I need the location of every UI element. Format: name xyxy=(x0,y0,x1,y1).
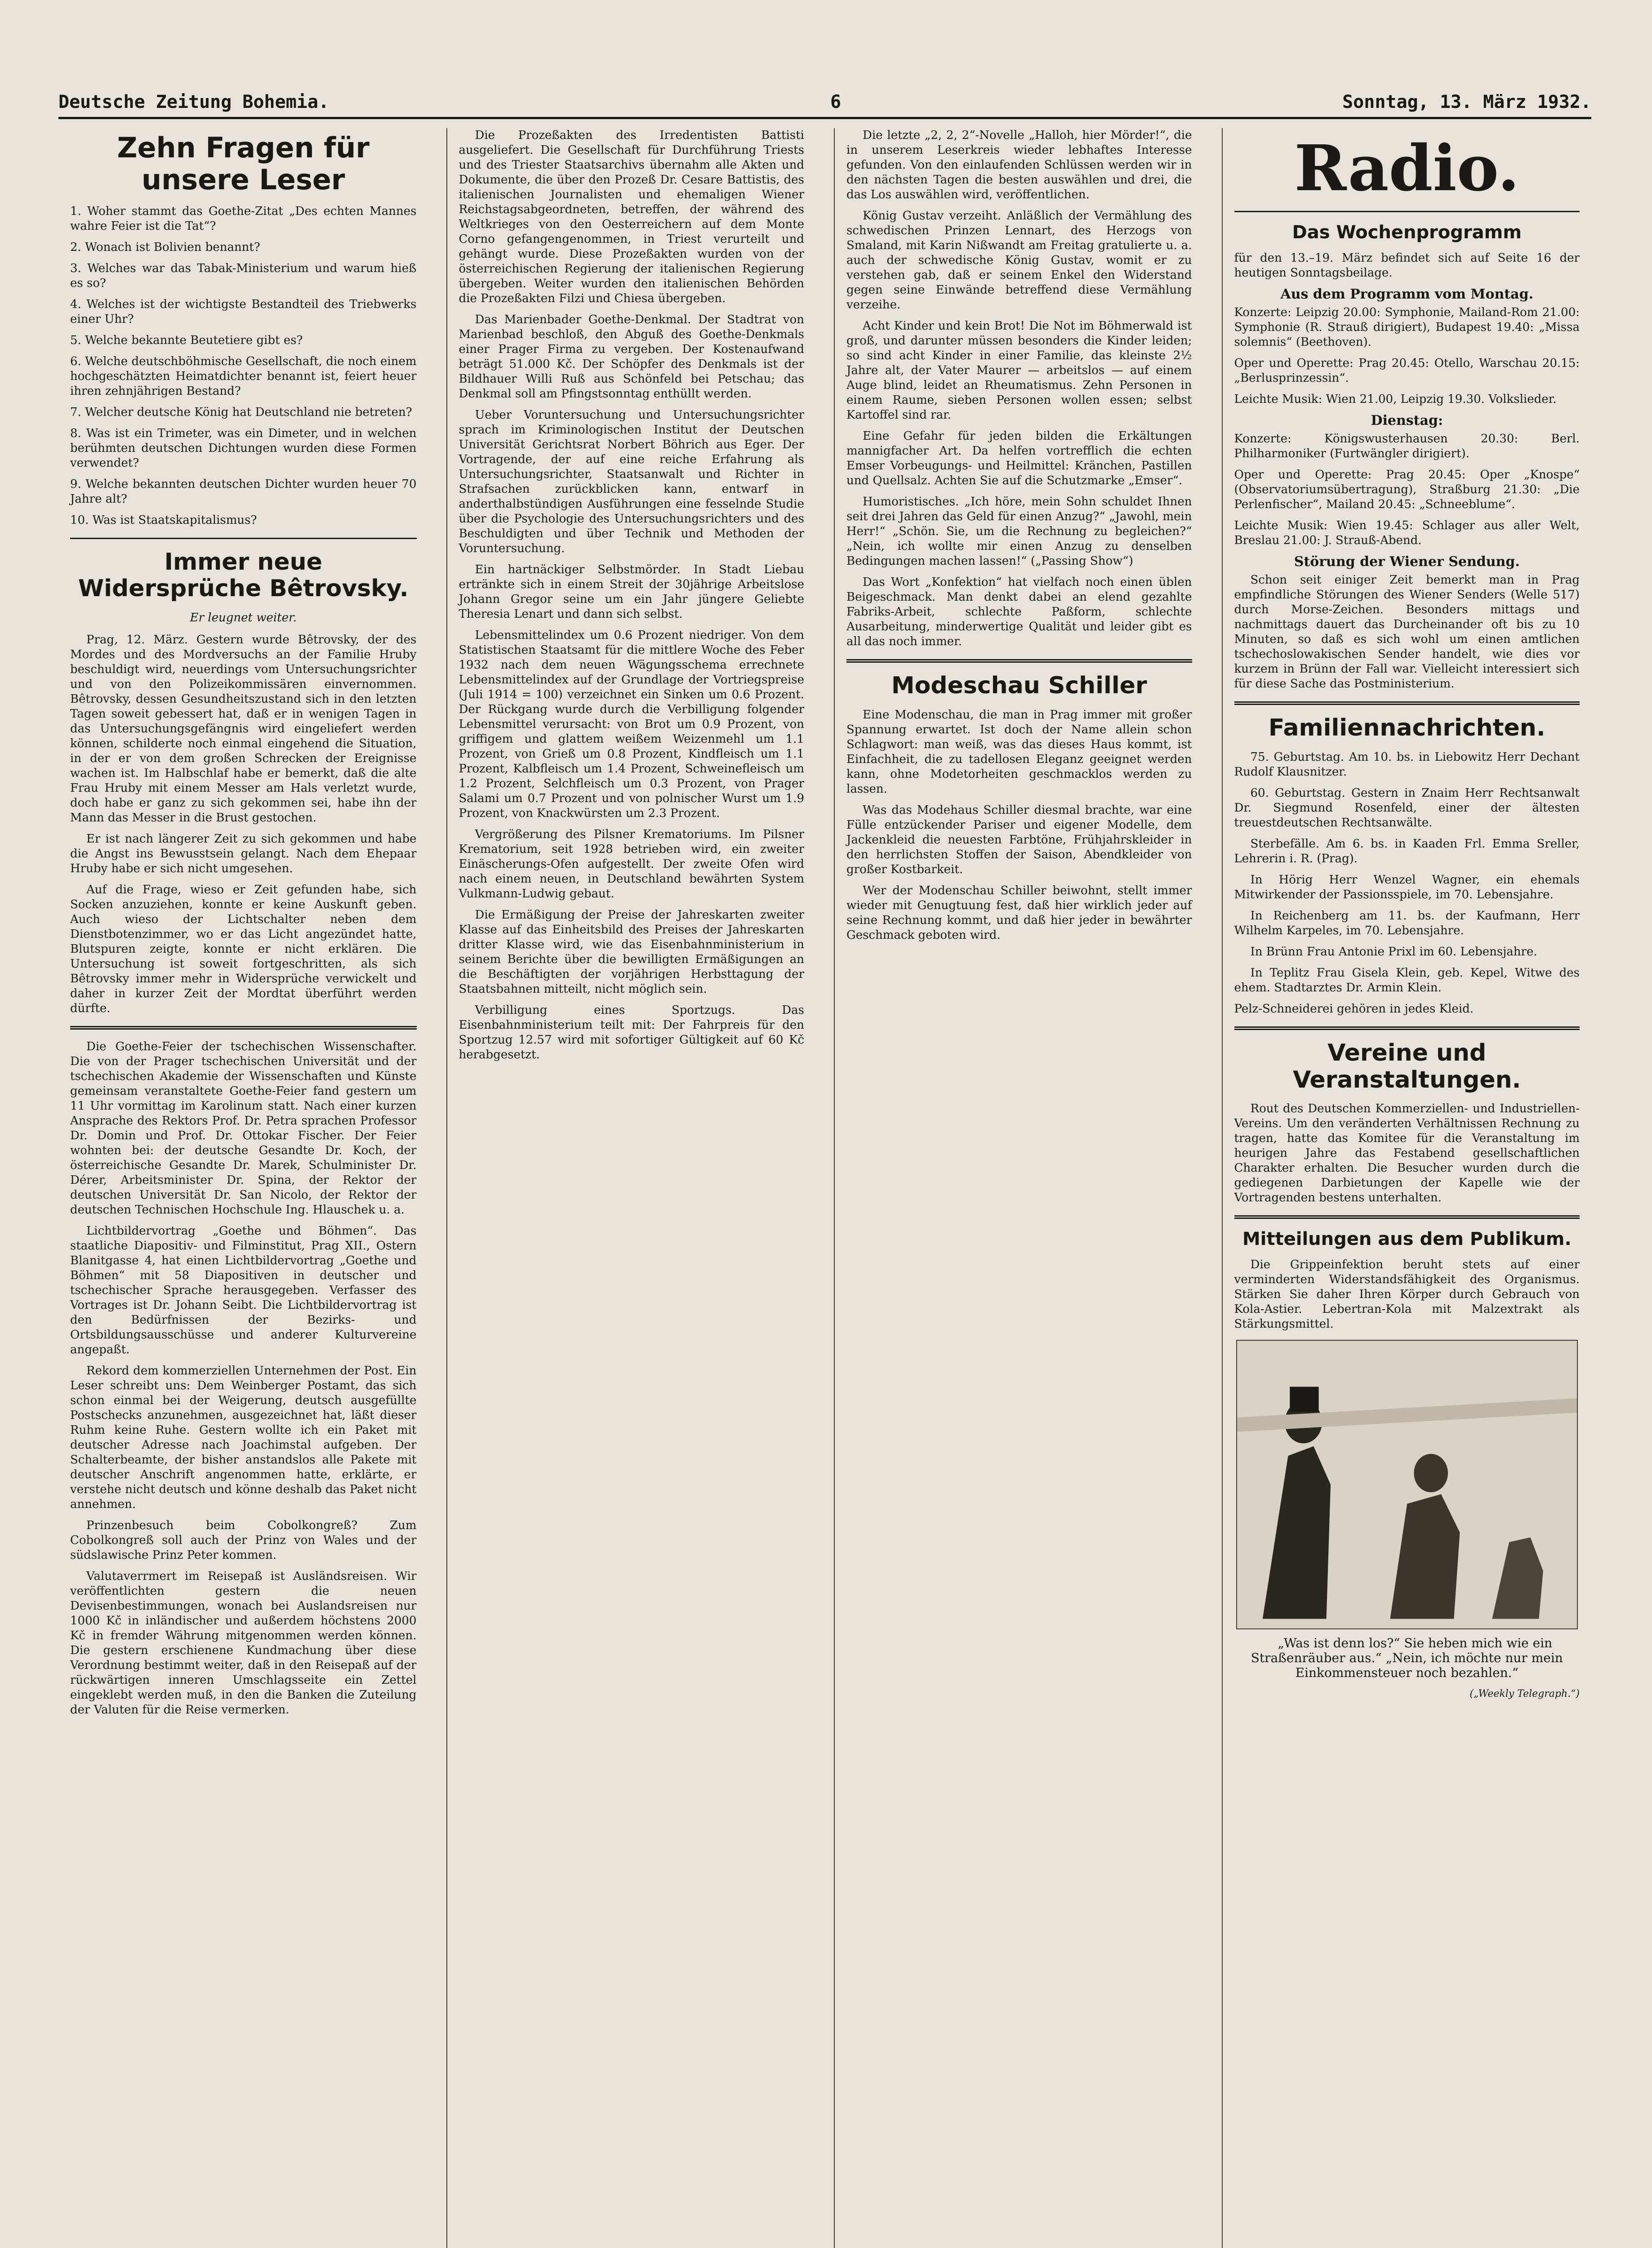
quiz-question-4: 4. Welches ist der wichtigste Bestandteil des Triebwerks einer Uhr? xyxy=(70,297,417,326)
program-item: Leichte Musik: Wien 21.00, Leipzig 19.30. Volkslieder. xyxy=(1234,393,1557,406)
divider xyxy=(846,659,1192,663)
divider xyxy=(1234,1026,1580,1030)
events-text: Rout des Deutschen Kommerziellen- und Industriellen-Vereins. Um den veränderten Verhältnissen Rechnung zu tragen, hatte das Komitee für die Veranstaltung im heurigen Jahre das Festabend gesellschaftlichen Charakter erhalten. Die Besucher wurden durch die gediegenen Darbietungen der Kapelle wie der Vortragenden bestens unterhalten. xyxy=(1234,1102,1580,1205)
quiz-question-8: 8. Was ist ein Trimeter, was ein Dimeter, und in welchen berühmten deutschen Dichtungen wurden diese Formen verwendet? xyxy=(70,426,417,470)
divider xyxy=(1234,1215,1580,1219)
cartoon-drawing xyxy=(1237,1341,1577,1628)
family-item: In Brünn Frau Antonie Prixl im 60. Lebensjahre. xyxy=(1250,945,1537,959)
cartoon-illustration xyxy=(1236,1340,1578,1629)
article-headline: Immer neue Widersprüche Bêtrovsky. xyxy=(78,548,409,602)
news-item: Das Wort „Konfektion“ hat vielfach noch einen üblen Beigeschmack. Man denkt dabei an elend gezahlte Fabriks-Arbeit, schlechte Paßform, schlechte Ausarbeitung, minderwertige Qualität und leider gibt es all das noch immer. xyxy=(846,575,1192,648)
newspaper-name: Deutsche Zeitung Bohemia. xyxy=(58,92,330,112)
news-item: Die Ermäßigung der Preise der Jahreskarten zweiter Klasse auf das Einheitsbild des Preises der Jahreskarten dritter Klasse wird, wie das Eisenbahnministerium in seinem Berichte über die bewilligten Ermäßigungen an die Beschäftigten der vorjährigen Herbsttagung der Staatsbahnen mitteilt, nicht möglich sein. xyxy=(459,908,804,996)
family-ad: Pelz-Schneiderei gehören in jedes Kleid. xyxy=(1234,1002,1474,1016)
news-item: König Gustav verzeiht. Anläßlich der Vermählung des schwedischen Prinzen Lennart, des Herzogs von Smaland, mit Karin Nißwandt am Freitag gratulierte u. a. auch der schwedische König Gustav, womit er zu verstehen gab, daß er seinem Enkel den Widerstand gegen seine Einwände betreffend diese Vermählung verzeihe. xyxy=(846,209,1192,312)
news-item: Vergrößerung des Pilsner Krematoriums. Im Pilsner Krematorium, seit 1928 betrieben wird, ein zweiter Einäscherungs-Ofen aufgestellt. Der zweite Ofen wird nach einem neuen, in Deutschland bewährten System Vulkmann-Ludwig gebaut. xyxy=(459,828,804,901)
news-item: Das Marienbader Goethe-Denkmal. Der Stadtrat von Marienbad beschloß, den Abguß des Goethe-Denkmals einer Prager Firma zu vergeben. Der Kostenaufwand beträgt 51.000 Kč. Der Schöpfer des Denkmals ist der Bildhauer Willi Ruß aus Schönfeld bei Petschau; das Denkmal soll am Pfingstsonntag enthüllt werden. xyxy=(459,313,804,401)
news-item: Lebensmittelindex um 0.6 Prozent niedriger. Von dem Statistischen Staatsamt für die mittlere Woche des Feber 1932 nach dem neuen Wägungsschema errechnete Lebensmittelindex auf der Grundlage der Vortriegspreise (Juli 1914 = 100) verzeichnet ein Sinken um 0.6 Prozent. Der Rückgang wurde durch die Verbilligung folgender Lebensmittel verursacht: von Brot um 0.9 Prozent, von griffigem und glattem weißem Weizenmehl um 1.1 Prozent, von Grieß um 0.8 Prozent, Kindfleisch um 1.1 Prozent, Kalbfleisch um 1.4 Prozent, Schweinefleisch um 1.2 Prozent, Selchfleisch um 0.3 Prozent, von Prager Salami um 0.7 Prozent und von polnischer Wurst um 1.9 Prozent, von Knackwürsten um 2.3 Prozent. xyxy=(459,629,804,820)
column-4 xyxy=(1222,128,1592,2248)
divider xyxy=(70,538,417,539)
divider xyxy=(70,1026,417,1030)
quiz-headline: Zehn Fragen für unsere Leser xyxy=(117,131,370,196)
disturbance-heading: Störung der Wiener Sendung. xyxy=(1294,554,1520,570)
article-paragraph: Wer der Modenschau Schiller beiwohnt, stellt immer wieder mit Genugtuung fest, daß hier wirklich jeder auf seine Rechnung kommt, und daß hier jeder in bewährter Geschmack geboten wird. xyxy=(846,883,1192,942)
family-item: In Hörig Herr Wenzel Wagner, ein ehemals Mitwirkender der Passionsspiele, im 70. Lebensjahre. xyxy=(1234,873,1580,901)
weekly-program-heading: Das Wochenprogramm xyxy=(1292,222,1522,243)
news-item: Eine Gefahr für jeden bilden die Erkältungen mannigfacher Art. Da helfen vortrefflich die echten Emser Vorbeugungs- und Heilmittel: Kränchen, Pastillen und Quellsalz. Achten Sie auf die Schutzmarke „Emser“. xyxy=(846,429,1192,487)
news-item: Ueber Voruntersuchung und Untersuchungsrichter sprach im Kriminologischen Institut der Deutschen Universität Gerichtsrat Norbert Böhrich aus Eger. Der Vortragende, der auf eine reiche Erfahrung als Untersuchungsrichter, Staatsanwalt und Richter in Strafsachen zurückblicken kann, entwarf in anderthalbstündigen Ausführungen eine fesselnde Studie über die Psychologie des Untersuchungsrichters und des Beschuldigten und über Technik und Methoden der Voruntersuchung. xyxy=(459,408,804,555)
tuesday-heading: Dienstag: xyxy=(1371,413,1443,428)
news-item: Lichtbildervortrag „Goethe und Böhmen“. Das staatliche Diapositiv- und Filminstitut, Prag XII., Ostern Blanitgasse 4, hat einen Lichtbildervortrag „Goethe und Böhmen“ mit 58 Diapositiven in deutscher und tschechischer Sprache herausgegeben. Verfasser des Vortrages ist Dr. Johann Seibt. Die Lichtbildervortrag ist den Bedürfnissen der Bezirks- und Ortsbildungsausschüsse und anderer Kulturvereine angepaßt. xyxy=(70,1224,417,1357)
family-item: 75. Geburtstag. Am 10. bs. in Liebowitz Herr Dechant Rudolf Klausnitzer. xyxy=(1234,750,1580,779)
monday-heading: Aus dem Programm vom Montag. xyxy=(1280,286,1534,302)
newspaper-page xyxy=(58,128,1591,2248)
column-3 xyxy=(834,128,1204,2248)
program-item: Konzerte: Königswusterhausen 20.30: Berl. Philharmoniker (Furtwängler dirigiert). xyxy=(1234,432,1580,460)
news-item: Valutaverrmert im Reisepaß ist Ausländsreisen. Wir veröffentlichten gestern die neuen Devisenbestimmungen, wonach bei Auslandsreisen nur 1000 Kč in inländischer und außerdem höchstens 2000 Kč in fremder Währung mitgenommen werden können. Die gestern erschienene Kundmachung über diese Verordnung bestimmt weiter, daß in den Reisepaß auf der rückwärtigen inneren Umschlagsseite ein Zettel eingeklebt werden muß, in den die Banken die Zuteilung der Valuten für die Reise vermerken. xyxy=(70,1570,417,1717)
news-item: Die letzte „2, 2, 2“-Novelle „Halloh, hier Mörder!“, die in unserem Leserkreis wieder lebhaftes Interesse gefunden. Von den einlaufenden Schlüssen werden wir in den nächsten Tagen die besten auswählen und drei, die das Los auswählen wird, veröffentlichen. xyxy=(846,129,1192,201)
quiz-question-9: 9. Welche bekannten deutschen Dichter wurden heuer 70 Jahre alt? xyxy=(70,477,417,506)
public-notice-text: Die Grippeinfektion beruht stets auf einer verminderten Widerstandsfähigkeit des Organismus. Stärken Sie daher Ihren Körper durch Gebrauch von Kola-Astier. Lebertran-Kola mit Malzextrakt als Stärkungsmittel. xyxy=(1234,1258,1580,1331)
family-item: 60. Geburtstag. Gestern in Znaim Herr Rechtsanwalt Dr. Siegmund Rosenfeld, einer der ältesten treuestdeutschen Rechtsanwälte. xyxy=(1234,786,1580,830)
divider xyxy=(1234,701,1580,705)
program-item: Oper und Operette: Prag 20.45: Oper „Knospe“ (Observatoriumsübertragung), Straßburg 21.30: „Die Perlenfischer“, Mailand 20.45: „Schneeblume“. xyxy=(1234,468,1580,511)
article-paragraph: Er ist nach längerer Zeit zu sich gekommen und habe die Angst ins Bewusstsein gelangt. Nach dem Ehepaar Hruby habe er sich nicht umgesehen. xyxy=(70,832,417,876)
cartoon-caption: „Was ist denn los?“ Sie heben mich wie ein Straßenräuber aus.“ „Nein, ich möchte nur mein Einkommensteuer noch bezahlen.“ xyxy=(1251,1636,1563,1681)
page-number: 6 xyxy=(830,92,842,112)
news-item: Humoristisches. „Ich höre, mein Sohn schuldet Ihnen seit drei Jahren das Geld für einen Anzug?“ „Jawohl, mein Herr!“ „Schön. Sie, um die Rechnung zu begleichen?“ „Nein, ich wollte mir einen Anzug zu denselben Bedingungen machen lassen!“ („Passing Show“) xyxy=(846,495,1192,568)
issue-date: Sonntag, 13. März 1932. xyxy=(1342,92,1591,112)
quiz-question-2: 2. Wonach ist Bolivien benannt? xyxy=(70,240,260,254)
news-item: Die Prozeßakten des Irredentisten Battisti ausgeliefert. Die Gesellschaft für Durchführung Triests und des Triester Staatsarchivs übernahm alle Akten und Dokumente, die über den Prozeß Dr. Cesare Battistis, des italienischen Journalisten und ehemaligen Wiener Reichstagsabgeordneten, betreffen, der während des Weltkrieges von den Oesterreichern auf dem Monte Corno gefangengenommen, in Triest verurteilt und gehängt wurde. Diese Prozeßakten wurden von der österreichischen Regierung der italienischen Regierung übergeben. Weiter wurden den italienischen Behörden die Prozeßakten Filzi und Chiesa übergeben. xyxy=(459,129,804,305)
quiz-question-3: 3. Welches war das Tabak-Ministerium und warum hieß es so? xyxy=(70,261,417,290)
fashion-headline: Modeschau Schiller xyxy=(891,672,1147,699)
radio-headline: Radio. xyxy=(1294,132,1520,205)
news-item: Die Goethe-Feier der tschechischen Wissenschafter. Die von der Prager tschechischen Universität und der tschechischen Akademie der Wissenschaften und Künste gemeinsam veranstaltete Goethe-Feier fand gestern um 11 Uhr vormittag im Karolinum statt. Nach einer kurzen Ansprache des Rektors Prof. Dr. Petra sprachen Professor Dr. Domin und Prof. Dr. Ottokar Fischer. Der Feier wohnten bei: der deutsche Gesandte Dr. Koch, der österreichische Gesandte Dr. Marek, Schulminister Dr. Dérer, Arbeitsminister Dr. Spina, der Rektor der deutschen Universität Dr. San Nicolo, der Rektor der deutschen Technischen Hochschule Ing. Hlauschek u. a. xyxy=(70,1040,417,1217)
article-paragraph: Was das Modehaus Schiller diesmal brachte, war eine Fülle entzückender Pariser und eigener Modelle, dem Jackenkleid die neuesten Farbtöne, Frühjahrskleider in den herrlichsten Stoffen der Saison, Abendkleider von großer Kostbarkeit. xyxy=(846,803,1192,876)
article-paragraph: Eine Modenschau, die man in Prag immer mit großer Spannung erwartet. Ist doch der Name allein schon Schlagwort: man weiß, was das dieses Haus kommt, ist Einfachheit, die zu tadellosen Eleganz geeignet werden kann, ohne Modetorheiten geschmacklos werden zu lassen. xyxy=(846,708,1192,796)
family-item: In Reichenberg am 11. bs. der Kaufmann, Herr Wilhelm Karpeles, im 70. Lebensjahre. xyxy=(1234,909,1580,937)
article-paragraph: Auf die Frage, wieso er Zeit gefunden habe, sich Socken anzuziehen, konnte er keine Auskunft geben. Auch wieso der Lichtschalter neben dem Dienstbotenzimmer, wo er das Licht angezündet hatte, Blutspuren zeigte, konnte er nicht erklären. Die Untersuchung ist soweit fortgeschritten, als sich Bêtrovsky immer mehr in Widersprüche verwickelt und daher in kurzer Zeit der Mordtat überführt werden dürfte. xyxy=(70,883,417,1016)
quiz-question-6: 6. Welche deutschböhmische Gesellschaft, die noch einem hochgeschätzten Heimatdichter benannt ist, feiert heuer ihren zehnjährigen Bestand? xyxy=(70,354,417,398)
column-1 xyxy=(58,128,428,2248)
public-notices-headline: Mitteilungen aus dem Publikum. xyxy=(1242,1229,1572,1250)
family-item: Sterbefälle. Am 6. bs. in Kaaden Frl. Emma Sreller, Lehrerin i. R. (Prag). xyxy=(1234,837,1580,865)
family-news-headline: Familiennachrichten. xyxy=(1268,714,1545,741)
quiz-question-10: 10. Was ist Staatskapitalismus? xyxy=(70,513,257,527)
column-2 xyxy=(446,128,816,2248)
quiz-question-5: 5. Welche bekannte Beutetiere gibt es? xyxy=(70,333,303,347)
disturbance-text: Schon seit einiger Zeit bemerkt man in Prag empfindliche Störungen des Wiener Senders (Welle 517) durch Morse-Zeichen. Besonders mittags und nachmittags dauert das Durcheinander oft bis zu 10 Minuten, so daß es sich wohl um einen amtlichen tschechoslowakischen Sender handelt, wie dies vor kurzem in Brünn der Fall war. Vielleicht interessiert sich für diese Sache das Postministerium. xyxy=(1234,573,1580,691)
news-item: Ein hartnäckiger Selbstmörder. In Stadt Liebau ertränkte sich in einem Streit der 30jährige Arbeitslose Johann Gregor seine um ein Jahr jüngere Geliebte Theresia Lenart und dann sich selbst. xyxy=(459,563,804,621)
page-header xyxy=(58,81,1591,119)
program-item: Konzerte: Leipzig 20.00: Symphonie, Mailand-Rom 21.00: Symphonie (R. Strauß dirigiert), Budapest 19.40: „Missa solemnis“ (Beethoven). xyxy=(1234,306,1580,349)
cartoon-credit: („Weekly Telegraph.“) xyxy=(1469,1688,1580,1700)
family-item: In Teplitz Frau Gisela Klein, geb. Kepel, Witwe des ehem. Stadtarztes Dr. Armin Klein. xyxy=(1234,966,1580,995)
article-subheadline: Er leugnet weiter. xyxy=(190,611,297,625)
divider xyxy=(1234,211,1580,212)
program-item: Leichte Musik: Wien 19.45: Schlager aus aller Welt, Breslau 21.00: J. Strauß-Abend. xyxy=(1234,519,1580,547)
events-headline: Vereine und Veranstaltungen. xyxy=(1293,1039,1521,1093)
program-item: Oper und Operette: Prag 20.45: Otello, Warschau 20.15: „Berlusprinzessin“. xyxy=(1234,357,1580,385)
quiz-question-7: 7. Welcher deutsche König hat Deutschland nie betreten? xyxy=(70,405,412,419)
news-item: Rekord dem kommerziellen Unternehmen der Post. Ein Leser schreibt uns: Dem Weinberger Postamt, das sich schon einmal bei der Weigerung, deutsch ausgefüllte Postschecks anzunehmen, ausgezeichnet hat, läßt dieser Ruhm keine Ruhe. Gestern wollte ich ein Paket mit deutscher Adresse nach Joachimstal aufgeben. Der Schalterbeamte, der bisher anstandslos alle Pakete mit deutscher Anschrift angenommen hatte, erklärte, er verstehe nicht deutsch und könne deshalb das Paket nicht annehmen. xyxy=(70,1364,417,1512)
weekly-program-note: für den 13.–19. März befindet sich auf Seite 16 der heutigen Sonntagsbeilage. xyxy=(1234,251,1580,280)
news-item: Acht Kinder und kein Brot! Die Not im Böhmerwald ist groß, und darunter müssen besonders die Kinder leiden; so sind acht Kinder in einer Familie, das kleinste 2½ Jahre alt, der Vater Maurer — arbeitslos — auf einem Auge blind, leidet an Rheumatismus. Zehn Personen in einem Raume, sieben Personen wollen essen; selbst Kartoffel sind rar. xyxy=(846,319,1192,422)
article-paragraph: Prag, 12. März. Gestern wurde Bêtrovsky, der des Mordes und des Mordversuchs an der Familie Hruby beschuldigt wird, neuerdings vom Untersuchungsrichter und von den Polizeikommissären einvernommen. Bêtrovsky, dessen Gesundheitszustand sich in den letzten Tagen soweit gebessert hat, daß er in wenigen Tagen in das Untersuchungsgefängnis wird eingeliefert werden können, schilderte noch einmal eingehend die Situation, in der er von dem großen Schrecken der Ereignisse wachen ist. Im Halbschlaf habe er bemerkt, daß die alte Frau Hruby mit einem Messer am Hals verletzt wurde, doch habe er ganz zu sich gekommen sei, habe ihn der Mann das Messer in die Brust gestochen. xyxy=(70,633,417,825)
quiz-question-1: 1. Woher stammt das Goethe-Zitat „Des echten Mannes wahre Feier ist die Tat“? xyxy=(70,204,417,233)
news-item: Prinzenbesuch beim Cobolkongreß? Zum Cobolkongreß soll auch der Prinz von Wales und der südslawische Prinz Peter kommen. xyxy=(70,1519,417,1562)
news-item: Verbilligung eines Sportzugs. Das Eisenbahnministerium teilt mit: Der Fahrpreis für den Sportzug 12.57 wird mit sofortiger Gültigkeit auf 60 Kč herabgesetzt. xyxy=(459,1004,804,1062)
